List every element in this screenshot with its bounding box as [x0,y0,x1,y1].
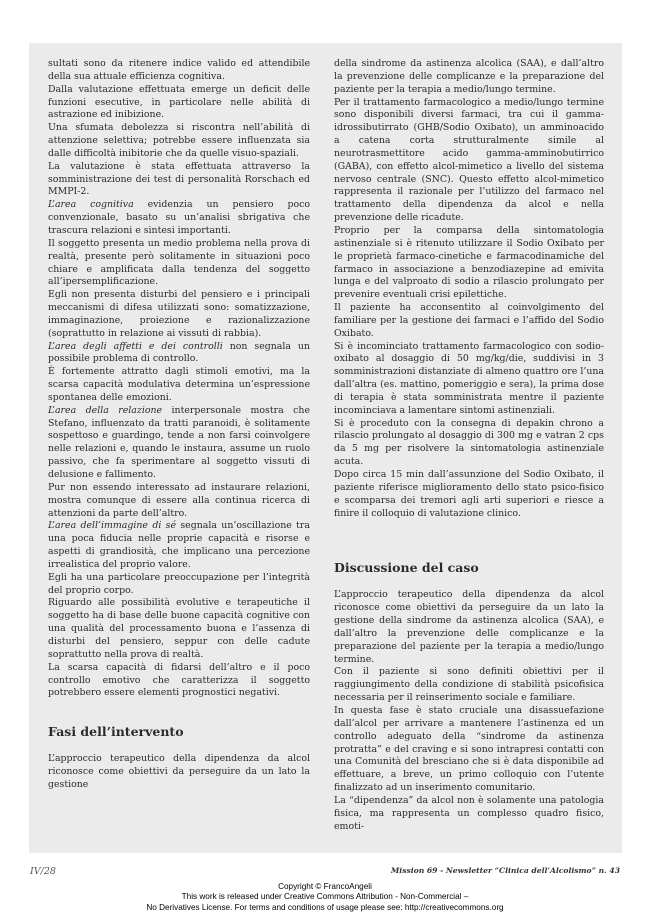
section-heading: Discussione del caso [334,560,479,576]
paragraph: Una sfumata debolezza si riscontra nell’abilità di attenzione selettiva; potrebbe essere influenzata sia dalle difficoltà inibitorie che da quelle visuo-spaziali. [48,122,310,159]
copyright-line: Copyright © FrancoAngeli [278,882,372,891]
paragraph: L’area dell’immagine di sé segnala un’oscillazione tra una poca fiducia nelle proprie capacità e risorse e aspetti di grandiosità, che implicano una percezione irrealistica del proprio valore. [48,520,310,570]
paragraph: Pur non essendo interessato ad instaurare relazioni, mostra comunque di essere alla continua ricerca di attenzioni da parte dell’altro. [48,481,310,519]
paragraph: La “dipendenza” da alcol non è solamente una patologia fisica, ma rappresenta un complesso quadro fisico, emoti- [334,794,604,832]
area-label: L’area della relazione [48,404,163,416]
paragraph: Egli ha una particolare preoccupazione per l’integrità del proprio corpo. [48,571,310,596]
paragraph: Con il paziente si sono definiti obiettivi per il raggiungimento della condizione di stabilità psicofisica necessaria per il reinserimento sociale e familiare. [334,666,604,704]
paragraph: La scarsa capacità di fidarsi dell’altro e il poco controllo emotivo che caratterizza il soggetto potrebbero essere elementi prognostici negativi. [48,661,310,699]
left-column [48,58,310,792]
paragraph: Egli non presenta disturbi del pensiero e i principali meccanismi di difesa utilizzati sono: somatizzazione, immaginazione, proiezione e razionalizzazione (soprattutto in relazione ai vissuti di rabbia). [48,289,310,339]
copyright-notice [0,882,650,913]
area-label: L’area cognitiva [48,199,134,211]
paragraph: L’approccio terapeutico della dipendenza da alcol riconosce come obiettivi da perseguire da un lato la gestione [48,753,310,790]
paragraph: Proprio per la comparsa della sintomatologia astinenziale si è ritenuto utilizzare il Sodio Oxibato per le proprietà farmaco-cinetiche e farmacodinamiche del farmaco in associazione a benzodiazepine ad emivita lunga e del valproato di sodio a rilascio prolungato per prevenire eventuali crisi epilettiche. [334,224,604,301]
page-number: IV/28 [30,866,56,877]
section-heading: Fasi dell’intervento [48,724,184,740]
paragraph: L’area della relazione interpersonale mostra che Stefano, influenzato da tratti paranoidi, è solitamente sospettoso e guardingo, tende a non farsi coinvolgere nelle relazioni e, quando le instaura, assume un ruolo passivo, che fa sperimentare al soggetto vissuti di delusione e fallimento. [48,404,310,480]
license-line: This work is released under Creative Commons Attribution - Non-Commercial – [181,892,469,902]
paragraph: L’area degli affetti e dei controlli non segnala un possibile problema di controllo. [48,340,311,365]
paragraph: Dopo circa 15 min dall’assunzione del Sodio Oxibato, il paziente riferisce miglioramento dello stato psico-fisico e scomparsa dei tremori agli arti superiori e riesce a finire il colloquio di valutazione clinico. [334,469,604,519]
paragraph: Il soggetto presenta un medio problema nella prova di realtà, presente però solitamente in situazioni poco chiare e amplificata dalla tendenza del soggetto all’ipersemplificazione. [48,237,310,288]
right-column [334,58,604,833]
paragraph: Il paziente ha acconsentito al coinvolgimento del familiare per la gestione dei farmaci e l’affido del Sodio Oxibato. [334,302,604,339]
area-label: L’area dell’immagine di sé [48,520,177,532]
paragraph: della sindrome da astinenza alcolica (SAA), e dall’altro la prevenzione delle complicanze e la preparazione del paziente per la terapia a medio/lungo termine. [334,58,604,95]
paragraph: sultati sono da ritenere indice valido ed attendibile della sua attuale efficienza cognitiva. [48,58,310,82]
paragraph: La valutazione è stata effettuata attraverso la somministrazione dei test di personalità Rorschach ed MMPI-2. [48,160,310,198]
paragraph: Si è proceduto con la consegna di depakin chrono a rilascio prolungato al dosaggio di 300 mg e vatran 2 cps da 5 mg per risolvere la sintomatologia astinenziale acuta. [334,417,604,468]
paragraph: In questa fase è stato cruciale una disassuefazione dall’alcol per arrivare a mantenere l’astinenza ed un controllo adeguato della “sindrome da astinenza protratta” e del craving e si sono intrapresi contatti con una Comunità del bresciano che si è data disponibile ad effettuare, a breve, un primo colloquio con l’utente finalizzato ad un inserimento comunitario. [334,704,604,794]
paragraph: Per il trattamento farmacologico a medio/lungo termine sono disponibili diversi farmaci, tra cui il gamma-idrossibutirrato (GHB/Sodio Oxibato), un amminoacido a catena corta strutturalmente simile al neurotrasmettitore acido gamma-amminobutirrico (GABA), con effetto alcol-mimetico a livello del sistema nervoso centrale (SNC). Questo effetto alcol-mimetico rappresenta il razionale per l’utilizzo del farmaco nel trattamento della dipendenza da alcol e nella prevenzione delle ricadute. [334,96,604,224]
area-label: L’area degli affetti e dei controlli [48,340,223,352]
paragraph: Riguardo alle possibilità evolutive e terapeutiche il soggetto ha di base delle buone capacità cognitive con una qualità del processamento buona e l’assenza di disturbi del pensiero, seppur con delle cadute soprattutto nella prova di realtà. [48,597,310,660]
journal-title: Mission 69 - Newsletter “Clinica dell’Alcolismo” n. 43 [390,866,620,875]
paragraph: L’area cognitiva evidenzia un pensiero poco convenzionale, basato su un’analisi sbrigativa che trascura relazioni e sintesi importanti. [48,199,310,236]
license-url-line: No Derivatives License. For terms and conditions of usage please see: http://creativecommons.org [146,902,504,912]
paragraph: Dalla valutazione effettuata emerge un deficit delle funzioni esecutive, in particolare nelle abilità di astrazione ed inibizione. [48,83,310,121]
paragraph: Si è incominciato trattamento farmacologico con sodio-oxibato al dosaggio di 50 mg/kg/die, suddivisi in 3 somministrazioni distanziate di almeno quattro ore l’una dall’altra (es. mattino, pomeriggio e sera), la prima dose di terapia è stata somministrata mentre il paziente incominciava a lamentare sintomi astinenziali. [334,340,604,416]
paragraph: È fortemente attratto dagli stimoli emotivi, ma la scarsa capacità modulativa determina un’espressione spontanea delle emozioni. [48,366,310,403]
paragraph: L’approccio terapeutico della dipendenza da alcol riconosce come obiettivi da perseguire da un lato la gestione della sindrome da astinenza alcolica (SAA), e dall’altro la prevenzione delle complicanze e la preparazione del paziente per la terapia a medio/lungo termine. [334,589,604,665]
